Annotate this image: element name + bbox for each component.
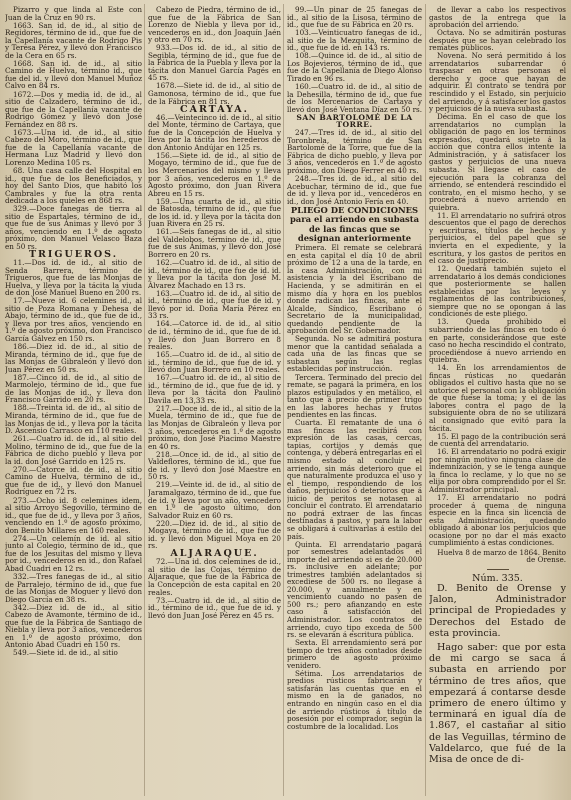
paragraph: D. Benito de Orense y Jalon, Administrador principal de Propiedades y Derechos del Estado de esta provincia. (429, 582, 566, 639)
column-4 (429, 6, 566, 796)
paragraph: 159.—Una cuarta de id., al sitio de Batosda, término de id., que fue de los id. id. y lleva por la tácita don Juan Rivera en 25 rs. (148, 196, 281, 229)
column-rule (283, 4, 284, 796)
paragraph: Octava. No se admitirán posturas después que se hayan celebrado los remates públicos. (429, 28, 566, 53)
paragraph: 220.—Diez id. de id., al sitio de Mogaya, término de id., que fue de id. y llevó don Miguel Moya en 20 rs. (148, 518, 281, 551)
col4-conditions (429, 6, 566, 547)
col3-listings-a (287, 6, 422, 113)
paragraph: 217.—Doce id. de id., al sitio de la Muela, término de id., que fue de las Monjas de Gibraleón y lleva por 3 años, vencederos en 1.º de agosto próximo, don José Piacimo Maestre en 40 rs. (148, 403, 281, 451)
paragraph: Quinta. El arrendatario pagará por semestres adelantados el importe del arriendo si es de 20.000 rs. inclusive en adelante; por trimestres también adelantados si excediese de 500 rs. no llegase á 20.000, y anualmente y en vencimiento cuando no pasen de 500 rs.; pero afianzando en este caso á satisfacción del Administrador. Los contratos de arriendo, cuyo tipo exceda de 500 rs. se elevarán á escritura pública. (287, 539, 422, 640)
col3-listings-b (287, 129, 422, 205)
paragraph: 1673.—Una id. de id., al sitio Cabezo del Moro, término de id., que fue de la Capellanía vacante de Hermana Luz Madrid y llevó don Lorenzo Medina 105 rs. (5, 127, 142, 167)
paragraph: 12. Quedará también sujeto el arrendatario á los demás condiciones que posteriormente se hallen establecidas por las leyes y reglamentos de las contribuciones, siempre que no se opongan á las condiciones de este pliego. (429, 264, 566, 319)
paragraph: 164.—Catorce id. de id., al sitio de id., término de id., que fue de id. y llevó don Juan Borrero en 8 reales. (148, 319, 281, 352)
paragraph: 16. El arrendatario no podrá exigir por ningún motivo ninguna clase de indemnización, y se le tenga aunque la finca lo reclame, y lo que no se elija por obra comprendido por el Sr. Administrador principal. (429, 447, 566, 494)
paragraph: 165.—Cuatro id. de id., al sitio de id., término de id., que fue de id. y llevó don Juan Borrero en 10 reales. (148, 350, 281, 375)
paragraph: Novena. No será permitido á los arrendatarios subarrendar ó traspasar en otras personas el derecho y goce que hayan de adquirir. El contrato se tendrá por rescindido y el Estado, sin perjuicio del arriendo, y á satisfacer los gastos y perjuicios de la nueva subasta. (429, 51, 566, 114)
paragraph: Décima. En el caso de que los arrendatarios no cumplan la obligación de pago en los términos expresados, quedará sujeto á la acción que contra ellos intente la Administración, y á satisfacer los gastos y perjuicios de una nueva subasta. Si llegase el caso de ejecución para la cobranza del arriendo, se entenderá rescindido el contrato, en el mismo hecho, y se procederá á nuevo arriendo en quiebra. (429, 112, 566, 212)
column-3 (287, 6, 422, 796)
paragraph: 68. Una casa calle del Hospital en id., que fue de los Beneficiados, y hoy del Santo Dios, que habitó los Cambrales y fue la otra renta dedicada a los quieles en 868 rs. (5, 165, 142, 206)
col2-listings-b (148, 114, 281, 550)
paragraph: Cuarta. El rematante de una ó mas fincas las recibirá con expresión de las casas, cercas, tapias, cortijos y demás que contenga, y deberá entregarlas en el mismo estado al concluir el arriendo, sin más deterioro que el que naturalmente produzca el uso y el tiempo, respondiendo de los daños, perjuicios ó deterioros que á juicio de peritos se notasen al concluir el contrato. El arrendatario no podrá extraer de las fincas destinadas á pastos, y para la labor se obligará á cultivarlas á estilo del país. (287, 418, 422, 541)
paragraph: 161.—Seis fanegas de id., al sitio del Valdelobos, término de id., que fue de sus Ánimas, y llevó don José Borrero en 20 rs. (148, 227, 281, 259)
paragraph: 1678.—Siete id. de id., al sitio de Gamonosa, término de id., que fue de la Fábrica en 81 rs. (148, 81, 281, 106)
paragraph: 273.—Ocho id. 8 celemines idem, al sitio Arroyo Segovillo, término de id., que fue de id., y lleva por 3 años, venciendo en 1.º de agosto próximo, don Benito Millares en 160 reales. (5, 495, 142, 535)
paragraph: 103.—Veinticuatro fanegas de id., al sitio de la Mezquita, término de id., que fue de id. en 143 rs. (287, 28, 422, 53)
paragraph: 46.—Veintecinco id. de id., al sitio del Monte, término de Cartaya, que fue de la Concepción de Huelva y lleva por la tácita los herederos de don Antonio Andújar en 125 rs. (148, 112, 281, 152)
paragraph: 13. Queda prohibido el subarriendo de las fincas en todo ó en parte, considerándose que este caso no hecha rescindido el contrato, procediéndose á nuevo arriendo en quiebra. (429, 317, 566, 365)
paragraph: 261.—Cuatro id. de id., al sitio del Molino, término de id., que fue de la Fábrica de dicho pueblo y lleva por la id. don José Garrido en 125 rs. (5, 434, 142, 466)
paragraph: 162.—Cuatro id. de id., al sitio de id., término de id., que fue de id. id. y lleva por la tácita don José M. Álvarez Machado en 13 rs. (148, 258, 281, 290)
section-heading-aljaraque: ALJARAQUE. (170, 548, 259, 560)
conditions-list (287, 244, 422, 730)
paragraph: Tercera. Terminado del precio del remate, se pagará la primera, en los plazos estipulados y en metálico, el tanto que á precio de primer trigo en las labores hechas y frutos pendientes en las fincas. (287, 372, 422, 420)
paragraph: 17.—Nueve id. 6 celemines id., al sitio de Poza Romana y Dehesa de Abajo, término de id., que fue de id., y lleva por tres años, venciendo en 1.º de agosto próximo, don Francisco García Gálvez en 150 rs. (5, 296, 142, 344)
col2-listings-c (148, 558, 281, 619)
paragraph: 342.—Diez id. de id., al sitio Cabezo de Avamonte, término de id., que fue de la Fábrica de Santiago de Niebla y lleva por 3 años, vencederos en 1.º de agosto próximo, don Antonio Abad Cuadri en 150 rs. (5, 602, 142, 650)
paragraph: Sétima. Los arrendatarios de predios rústicos fabricarán y satisfarán las cuentas que en el mismo en la de ganados, no entrando en ningún caso en el dia de arriendo rústicos á título de posesión por el comprador, según la costumbre de la localidad. Los (287, 668, 422, 731)
paragraph: 1663. San id. de id., al sitio de Regidores, término de id., que fue de la Capellanía vacante de Rodrigo Pis y Teresa Pérez, y llevó don Francisco de la Cera en 65 rs. (5, 20, 142, 60)
paragraph: Sexta. El arrendamiento será por tiempo de tres años contados desde primero de agosto próximo venidero. (287, 638, 422, 670)
paragraph: 933.—Dos id. de id., al sitio de Segibla, término de id., que fue de la Fábrica de la Puebla y lleva por la tácita don Manuel García Pagés en 45 rs. (148, 43, 281, 83)
paragraph: 1672.—Dos y media id. de id., al sitio de Calzadero, término de id., que fue de la Capellanía vacante de Rodrigo Gómez y llevó don José Fernández en 88 rs. (5, 89, 142, 129)
paragraph: Pizarro y que linda al Este con Juan de la Cruz en 90 rs. (5, 6, 142, 22)
paragraph: 17. El arrendatario no podrá proceder á quema de ninguna especie en la finca sin licencia de esta Administración, quedando obligado á abonar los perjuicios que ocasione por no dar el más exacto cumplimiento á estas condiciones. (429, 493, 566, 548)
paragraph: 186.—Diez id. de id., al sitio de Miranda, término de id., que fue de las Monjas de Gibraleón y llevó don Juan Pérez en 50 rs. (5, 342, 142, 374)
auction-notice (429, 583, 566, 765)
paragraph: Segunda. No se admitirá postura menor que la cantidad señalada a cada una de las fincas que se subastan según las reglas establecidas por instrucción. (287, 334, 422, 374)
notice-number: Núm. 335. (472, 572, 523, 584)
paragraph: 219.—Veinte id. de id., al sitio de Jaramalgazo, término de id., que fue de id. y lleva por un año, vencedero en 1.º de agosto último, don Salvador Ruiz en 60 rs. (148, 480, 281, 520)
paragraph: 188.—Treinta id. de id., al sitio de Miranda, término de id., que fue de las Monjas de id., y lleva por la tácita D. Ascensio Carrasco en 110 reales. (5, 403, 142, 436)
paragraph: de llevar a cabo los respectivos gastos de la entrega que la aprobación del arriendo. (429, 6, 566, 30)
conditions-heading: PLIEGO DE CONDICIONES para el arriendo en subasta de las fincas que se designan anteriormente (289, 204, 420, 244)
paragraph: 329.—Doce fanegas de tierra al sitio de Espartales, término de id., que fue de sus Ánimas y llevó por 3 años, venciendo en 1.º de agosto próximo, don Manuel Velasco Baza en 50 rs. (5, 204, 142, 251)
paragraph: 1668. San id. de id., al sitio Camino de Huelva, término id., que fue del id. y llevó don Manuel Muñoz Calvo en 84 rs. (5, 58, 142, 91)
column-rule (425, 4, 426, 796)
paragraph: 73.—Cuatro id. de id., al sitio de id., término de id., que fue de id. y llevó don Juan José Pérez en 45 rs. (148, 595, 281, 620)
paragraph: 72.—Una id. dos celemines de id., al sitio de las Cojas, término de Aljaraque, que fue de la Fábrica de la Concepción de esta capital en 20 reales. (148, 557, 281, 597)
paragraph: 248.—Tres id. de id., al sitio del Acebuchar, término de id., que fue de id. y lleva por id., vencederos en id., don José Antonio Fería en 40. (287, 174, 422, 206)
paragraph: 167.—Cuatro id. de id., al sitio de id., término de id., que fue de id. y lleva por la tácita don Paulino Davila en 13,33 rs. (148, 373, 281, 405)
section-heading-cartaya: CARTAYA. (180, 103, 249, 115)
column-2 (148, 6, 281, 796)
paragraph: 187.—Cinco id. de id., al sitio de Marmolejo, término de id., que fue de las Monjas de id., y lleva don Francisco Garrido en 20 rs. (5, 372, 142, 405)
paragraph: 14. En los arrendamientos de fincas rústicas no quedarán obligados el cultivo hasta que no se autorice el personal con la obligación de que fuese la toma; y el de las labores contra el pago de la subsiguiente obra de no se utilizará al consignado que evitó para la tácita. (429, 363, 566, 433)
column-rule (144, 4, 145, 796)
col1-listings-b (5, 259, 142, 657)
paragraph: Primera. El remate se celebrará en esta capital el día 10 de abril próximo de 12 a una de la tarde, en la casa Administración, con mi asistencia y la del Escribano de Hacienda, y se admitirán en el mismo día y hora en los pueblos donde radican las fincas, ante el Alcalde, Síndico, Escribano ó Secretario de la municipalidad, quedando pendiente de la aprobación del Sr. Gobernador. (287, 243, 422, 336)
paragraph: 274.—Un celemín de id. al sitio junto al Colegio, término de id., que fue de los Jesuitas del mismo y lleva por id., vencederos en id., don Rafael Abad Cuadri en 12 rs. (5, 533, 142, 573)
paragraph: 247.—Tres id. de id., al sitio del Toronbrela, término de San Bartolomé de la Torre, que fue de la Fábrica de dicho pueblo, y lleva por 3 años, vencederos en 1.º de agosto próximo, don Diego Ferrer en 40 rs. (287, 128, 422, 175)
column-1 (5, 6, 142, 796)
paragraph: 156.—Siete id. de id., al sitio de Mogayo, término de id., que fue de los Mercenarios del mismo y lleva por 3 años, vencederos en 1.º de Agosto próximo, don Juan Rivera Abreu en 15 rs. (148, 150, 281, 198)
paragraph: Cabezo de Piedra, término de id., que fue de la Fábrica de San Lorenzo de Niebla y lleva por id., vencederos en id., don Joaquín Jaén y otro en 70 rs. (148, 6, 281, 45)
paragraph: 108.—Quince id. de id., al sitio de Los Bojevieros, término de id., que fue de la Capellanía de Diego Alonso Tirado en 96 rs. (287, 51, 422, 83)
paragraph: 163.—Cuatro id. de id., al sitio de id., término de id., que fue de id. y llevó por id. Doña María Pérez en 33 rs. (148, 288, 281, 321)
paragraph: 11.—Dos id. de id., al sitio de Senda Barrera, término de Trigueros, que fue de las Monjas de Huelva, y lleva por la tácita la viuda de don José Manuel Bueno en 200 rs. (5, 258, 142, 298)
col2-listings-a (148, 6, 281, 105)
paragraph: Hago saber: que por esta de mi cargo se saca á subasta en arriendo por término de tres años, que empezará á contarse desde primero de enero último y terminará en igual día de 1.867, el castañar al sitio de las Veguillas, término de Valdelarco, que fué de la Misa de once de di- (429, 641, 566, 766)
paragraph: Huelva 8 de marzo de 1864. Benito de Orense. (437, 547, 566, 565)
signature-block (429, 549, 566, 564)
paragraph: 549.—Siete id. de id., al sitio (13, 648, 118, 658)
section-heading-san-bartolome: SAN BARTOLOMÉ DE LA TORRE. (296, 112, 413, 130)
paragraph: 160.—Cuatro id. de id., al sitio de la Dehesilla, término de id., que fue de los Mercenarios de Cartaya y llevó don José Ventana Díaz en 50 rs. (287, 81, 422, 114)
paragraph: 11. El arrendatario no sufrirá otros descuentos que el pago de derechos y escrituras, títulos de hechos y perjuicios, el del papel que se invierta en el expediente, y la escritura, y los gastos de peritos en el caso de justiprecio. (429, 210, 566, 266)
paragraph: 15. El pago de la contribución será de cuenta del arrendatario. (429, 431, 566, 449)
paragraph: 332.—Tres fanegas de id., al sitio de Parralejo, término de id., que fue de las Monjas de Moguer y llevó don Diego García en 38 rs. (5, 571, 142, 604)
section-heading-trigueros: TRIGUEROS. (28, 249, 119, 260)
paragraph: 270.—Catorce id. de id., al sitio Camino de Huelva, término de id., que fue de id., y llevó don Manuel Rodríguez en 72 rs. (5, 464, 142, 497)
col1-listings-a (5, 6, 142, 251)
paragraph: 99.—Un pinar de 25 fanegas de id., al sitio de la Lisosa, término de id., que fue de su Fábrica en 20 rs. (287, 6, 422, 30)
paragraph: 218.—Once id. de id., al sitio de Valdeflores, término de id., que fue de id. y llevó don José Maestre en 50 rs. (148, 449, 281, 482)
separator-rule (487, 569, 509, 570)
